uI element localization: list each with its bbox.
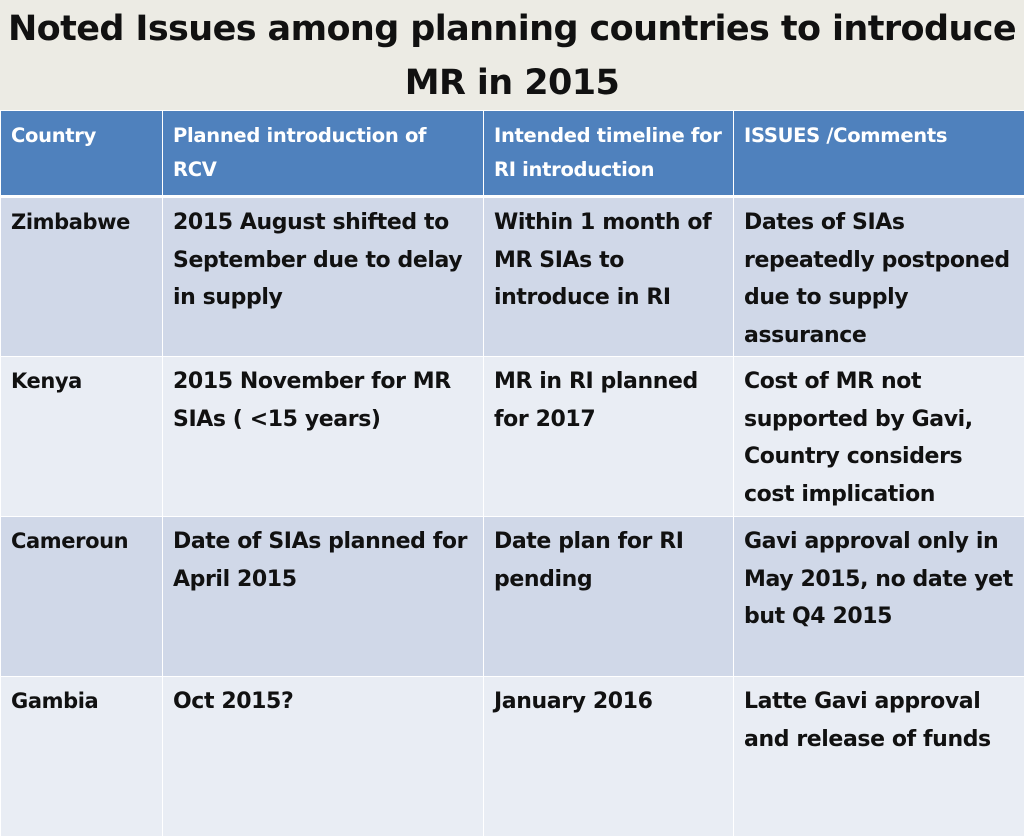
- cell-issues: Dates of SIAs repeatedly postponed due to supply assurance: [734, 197, 1024, 357]
- cell-issues: Latte Gavi approval and release of funds: [734, 677, 1024, 837]
- table-row: [1, 357, 1024, 517]
- header-planned-introduction: Planned introduction of RCV: [163, 111, 484, 197]
- cell-issues: Cost of MR not supported by Gavi, Country considers cost implication: [734, 357, 1024, 517]
- cell-planned: Oct 2015?: [163, 677, 484, 837]
- table-row: [1, 677, 1024, 837]
- table-row: [1, 197, 1024, 357]
- cell-planned: 2015 August shifted to September due to delay in supply: [163, 197, 484, 357]
- cell-country: Zimbabwe: [1, 197, 163, 357]
- cell-timeline: Date plan for RI pending: [484, 517, 734, 677]
- cell-planned: Date of SIAs planned for April 2015: [163, 517, 484, 677]
- header-country: Country: [1, 111, 163, 197]
- slide-title: [0, 0, 1024, 110]
- header-intended-timeline: Intended timeline for RI introduction: [484, 111, 734, 197]
- cell-country: Kenya: [1, 357, 163, 517]
- slide-title-line-2: MR in 2015: [0, 56, 1024, 110]
- table-row: [1, 517, 1024, 677]
- cell-country: Gambia: [1, 677, 163, 837]
- table-header-row: [1, 111, 1024, 197]
- issues-table: [0, 110, 1024, 837]
- cell-planned: 2015 November for MR SIAs ( <15 years): [163, 357, 484, 517]
- header-issues-comments: ISSUES /Comments: [734, 111, 1024, 197]
- cell-issues: Gavi approval only in May 2015, no date yet but Q4 2015: [734, 517, 1024, 677]
- cell-country: Cameroun: [1, 517, 163, 677]
- cell-timeline: Within 1 month of MR SIAs to introduce in RI: [484, 197, 734, 357]
- cell-timeline: MR in RI planned for 2017: [484, 357, 734, 517]
- slide-title-line-1: Noted Issues among planning countries to introduce: [0, 2, 1024, 56]
- cell-timeline: January 2016: [484, 677, 734, 837]
